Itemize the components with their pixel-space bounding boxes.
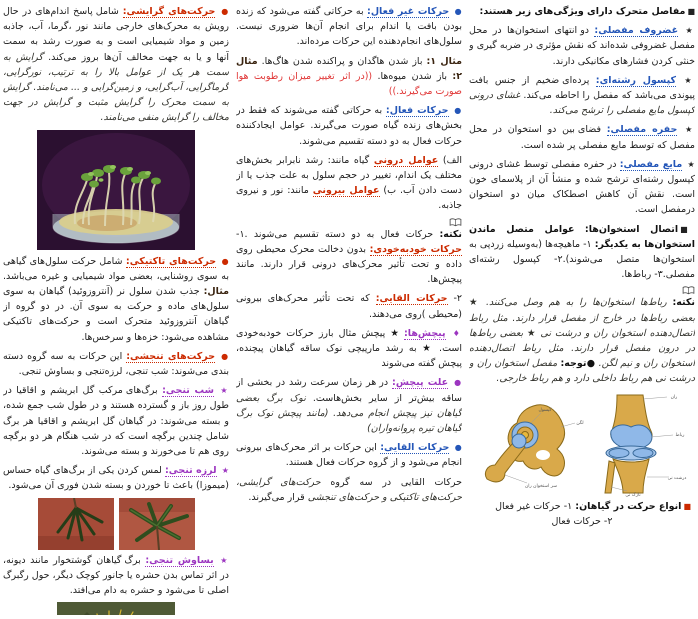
label-ligament: رباط [675, 432, 685, 438]
movement-types-item1: ۱- حرکات غیر فعال [495, 500, 573, 512]
capsule-body: پرده‌ای ضخیم از جنس بافت پیوندی می‌باشد که مفصل را احاطه می‌کند. [469, 74, 695, 102]
tactic-body: شامل حرکت سلول‌های گیاهی به سوی روشنایی، بعضی مواد شیمیایی و غیره می‌باشد. [3, 255, 229, 282]
label-pelvis: لگن [576, 420, 584, 426]
tactic-example-label: مثال: [203, 286, 229, 298]
diamond-bullet-icon: ♦ [452, 328, 462, 338]
ligament-note-star1: ★ بعضی رباط‌ها در خارج از مفصل قرار دارند. مثل رباط اتصال‌دهنده استخوان ران و درشت نی [469, 297, 695, 339]
active-factors-para [236, 153, 462, 214]
example2-body: باز شدن میوه‌ها. [377, 70, 448, 82]
star-bullet-icon: ★ [220, 555, 229, 565]
passive-examples-para [236, 54, 462, 100]
star-bullet-icon: ★ [685, 26, 695, 36]
cavity-heading: حفره مفصلی: [606, 124, 678, 136]
bone-connection-subtitle: عوامل متصل ماندن استخوان‌ها به یکدیگر: [469, 223, 695, 250]
star-bullet-icon: ★ [221, 466, 229, 476]
induced-groups-para [236, 475, 462, 505]
induced2-heading: حرکات القایی: [380, 442, 450, 454]
spontaneous-heading: حرکات خودبه‌خودی: [369, 243, 462, 255]
cavity-body: فضای بین دو استخوان در محل مفصل که توسط مایع مفصلی پر شده است. [469, 124, 695, 151]
capsule-italic-note: غشای درونی کپسول مایع مفصلی را ترشح می‌کند. [469, 90, 695, 117]
note-book-icon [682, 286, 695, 295]
circle-bullet-icon: ● [454, 378, 462, 388]
tactic-para [3, 254, 229, 345]
label-femur-head: سر استخوان ران [524, 483, 558, 489]
example2-label: مثال ۲: [236, 55, 462, 82]
middle-column [236, 4, 462, 615]
tropism-body: شامل پاسخ اندام‌های در حال رویش به محرک‌های خارجی مانند نور ،گرما، آب، جاذبه زمین و مواد شیمیایی است و به صورت رشد به سمت آنها و یا به جهت مخالف آن‌ها بروز می‌کند. [3, 6, 229, 63]
spontaneous-body: بدون دخالت محرک محیطی روی داده و تحت تأثیر محرک‌های درونی قرار دارند. مانند پیچش‌ها. [236, 243, 462, 286]
active-movement-para [236, 103, 462, 149]
square-bullet-icon: ■ [680, 224, 695, 234]
note-label: نکته: [672, 297, 695, 309]
seismonasty-body: لمس کردن یکی از برگ‌های گیاه حساس (میموزا) باعث تا خوردن و بسته شدن فوری آن می‌شود. [3, 465, 229, 492]
movement-types-item2-line [469, 514, 695, 529]
cartilage-body: دو انتهای استخوان‌ها در محل مفصل غضروفی شده‌اند که نقش مؤثری در ضربه گیری و خنثی کردن فشارهای مکانیکی دارند. [469, 25, 695, 67]
nastic-heading: حرکت‌های تنجشی: [126, 350, 216, 362]
tropism-italic1: گرایش به سمت هر یک از عوامل بالا را به ترتیب، نورگرایی، گرماگرایی، آب‌گرایی، و زمین‌گرایی و ... می‌نامند. [3, 51, 229, 94]
induced-groups-italic: حرکت‌های گرایشی، حرکت‌های تاکتیکی و حرکت‌های تنجشی [236, 476, 462, 503]
internal-factors-body: گیاه مانند: رشد نابرابر بخش‌های مختلف یک اندام، تغییر در حجم سلول به علت جذب یا از دست دادن آب. [236, 154, 462, 197]
twisting-heading: پیچش‌ها: [403, 327, 446, 339]
twisting-para [236, 326, 462, 372]
attention-label: ●توجه: [560, 358, 596, 370]
square-bullet-icon: ■ [683, 501, 691, 511]
factor-b-label: ب) [383, 185, 397, 197]
example1-body: باز شدن هاگدان و پراکنده شدن هاگ‌ها. [261, 55, 423, 67]
thigmonasty-para [3, 553, 229, 599]
tropism-italic2: گرایش به سمت محرک را گرایش مثبت و گرایش در جهت مخالف را گرایش منفی می‌نامند. [3, 82, 229, 124]
twisting-cause-heading: علت پیچش: [392, 377, 449, 389]
fluid-heading: مایع مفصلی: [619, 158, 683, 170]
nastic-body: این حرکات به سه گروه دسته بندی می‌شوند: شب تنجی، لرزه‌تنجی و بساوش تنجی. [3, 350, 229, 378]
label-tibia: درشت نی [667, 475, 687, 481]
joints-intro-para [469, 4, 695, 19]
label-capsule: کپسول [538, 407, 552, 413]
left-column [3, 4, 229, 615]
internal-factors-heading: عوامل درونی [373, 154, 439, 166]
induced-number-label: ۲- [453, 293, 462, 305]
tropism-heading: حرکت‌های گرایشی: [122, 6, 216, 17]
induced-movement-para [236, 291, 462, 321]
active-body: به حرکاتی گفته می‌شوند که فقط در بخش‌های زنده گیاه صورت می‌گیرند. عوامل ایجادکننده حرکات فعال به دو دسته تقسیم می‌شوند. [236, 105, 462, 147]
induced-heading: حرکات القایی: [375, 293, 448, 305]
star-bullet-icon: ★ [220, 386, 229, 396]
tactic-example-body: جذب شدن سلول نر (آنتروزوئید) گیاهان به سوی سلول‌های ماده و حرکت به سوی آن. در دو گروه از گیاهان آنتروزوئید متحرک است و حرکت‌های تاکتیکی مشاهده می‌شود: خزه‌ها و سرخس‌ها. [3, 286, 229, 343]
cavity-para [469, 122, 695, 152]
thigmonasty-body: برگ گیاهان گوشتخوار مانند دیونه، در اثر تماس بدن حشره یا جانور کوچک دیگر، حول رگبرگ اصلی تا می‌شود و حشره به دام می‌افتد. [3, 554, 229, 597]
active-note-para [236, 218, 462, 288]
circle-bullet-icon: ● [454, 7, 462, 16]
ligament-note-body: رباط‌ها استخوان‌ها را به هم وصل می‌کنند. [486, 297, 667, 309]
movement-types-heading: انواع حرکت در گیاهان: [575, 500, 682, 512]
fluid-para [469, 157, 695, 218]
nastic-para [3, 349, 229, 379]
joints-intro-text: مفاصل متحرک دارای ویژگی‌های زیر هستند: [479, 6, 686, 17]
fluid-body: در حفره مفصلی توسط غشای درونی کپسول رشته‌ای ترشح شده و منشأ آن از پلاسمای خون است. نقش آن کاهش اصطکاک میان دو استخوان درمفصل است. [469, 158, 695, 216]
external-factors-heading: عوامل بیرونی [312, 185, 380, 197]
note-book-icon [449, 218, 462, 227]
factor-a-label: الف) [442, 154, 462, 166]
seismonasty-heading: لرزه تنجی: [164, 465, 217, 477]
nyctinasty-para [3, 383, 229, 459]
star-bullet-icon: ★ [687, 159, 695, 169]
attention-body: مفصل استخوان ران و درشت نی هم رباط داخلی دارد و هم رباط خارجی. [469, 358, 695, 385]
ligament-note-star2: ★ بعضی رباط‌ها در درون مفصل قرار دارند. مثل رباط اتصال‌دهنده استخوان ران و نیم لگن. [469, 327, 695, 370]
mimosa-closed-photo [38, 498, 114, 550]
circle-bullet-icon: ● [454, 443, 462, 453]
bone-connection-body: ۱- ماهیچه‌ها (به‌وسیله زردپی به استخوان‌ها متصل می‌شوند).۲- کپسول رشته‌ای مفصلی.۳- رباط‌ها. [469, 238, 695, 281]
circle-bullet-icon: ● [221, 351, 229, 361]
active-note-body: حرکات فعال به دو دسته تقسیم می‌شوند .۱- [236, 228, 434, 240]
tactic-heading: حرکت‌های تاکتیکی: [125, 255, 217, 267]
label-femur: ران [670, 394, 678, 400]
star-bullet-icon: ★ [685, 125, 695, 135]
plant-movement-types-caption [469, 499, 691, 514]
twisting-body: ★ پیچش مثال بارز حرکات خودبه‌خودی است. ★ به رشد مارپیچی نوک ساقه گیاهان پیچنده، پیچش گفته می‌شوند [236, 327, 462, 370]
star-bullet-icon: ★ [684, 75, 695, 85]
ligament-note-para [469, 286, 695, 386]
twisting-cause-para [236, 375, 462, 436]
active-heading: حرکات فعال: [385, 105, 449, 117]
note-label: نکته: [439, 228, 462, 240]
circle-bullet-icon: ● [221, 256, 229, 266]
thigmonasty-heading: بساوش تنجی: [145, 554, 214, 566]
external-factors-body: مانند: نور و نیروی جاذبه. [236, 185, 462, 212]
passive-body: به حرکاتی گفته می‌شود که زنده بودن بافت یا اندام برای انجام آن‌ها ضروری نیست. سلول‌های انجام‌دهنده این حرکات مرده‌اند. [236, 6, 462, 48]
twisting-cause-italic: نوک برگ بعضی گیاهان نیز پیچش انجام می‌دهد. (مانند پیچش نوک برگ گیاهان تیره پروانه‌واران) [236, 392, 462, 435]
cartilage-heading: غضروف مفصلی: [594, 25, 679, 37]
right-column [469, 4, 695, 615]
bone-connection-heading: اتصال استخوان‌ها: [584, 223, 679, 235]
square-bullet-icon: ■ [687, 7, 695, 16]
figure-background [475, 391, 689, 497]
seismonasty-para [3, 463, 229, 493]
mimosa-open-photo [119, 498, 195, 550]
circle-bullet-icon: ● [454, 106, 462, 116]
label-fibula: نازک نی [625, 492, 641, 497]
nyctinasty-body: برگ‌های مرکب گل ابریشم و اقاقیا در طول روز باز و گسترده هستند و در طول شب جمع شده، و بسته می‌شوند: در گیاهان گل ابریشم و اقاقیا هر برگ شامل چندین برگچه است که در شب هنگام هر دو برگچه روی هم تا می‌خورند و بسته می‌شوند. [3, 385, 229, 458]
cartilage-para [469, 23, 695, 69]
tropism-para [3, 4, 229, 126]
induced-body: که تحت تأثیر محرک‌های بیرونی (محیطی )روی می‌دهند. [236, 293, 462, 320]
circle-bullet-icon: ● [221, 7, 229, 16]
example1-label: مثال ۱: [426, 55, 462, 67]
passive-movement-para [236, 4, 462, 50]
passive-heading: حرکات غیر فعال: [367, 6, 450, 17]
seedlings-petri-dish-photo [37, 130, 195, 250]
humidity-red-note: ((در اثر تغییر میزان رطوبت هوا صورت می‌گیرند.)) [236, 70, 462, 98]
joint-anatomy-figure [475, 391, 689, 497]
induced-groups-end: قرار می‌گیرند. [248, 491, 305, 503]
bone-connection-para [469, 222, 695, 283]
capsule-heading: کپسول رشته‌ای: [595, 74, 676, 86]
venus-flytrap-photo [57, 602, 175, 615]
twisting-cause-body: در هر زمان سرعت رشد در بخشی از ساقه بیش‌تر از سایر بخش‌هاست. [236, 377, 462, 404]
capsule-para [469, 73, 695, 119]
induced-movement2-para [236, 440, 462, 470]
nyctinasty-heading: شب تنجی: [162, 385, 214, 397]
mimosa-photos [3, 498, 229, 550]
movement-types-item2: ۲- حرکات فعال [551, 515, 613, 527]
induced2-body: این حرکات بر اثر محرک‌های بیرونی انجام می‌شود و از گروه حرکات فعال هستند. [236, 442, 462, 469]
induced-groups-plain: حرکات القایی در سه گروه [330, 476, 462, 488]
